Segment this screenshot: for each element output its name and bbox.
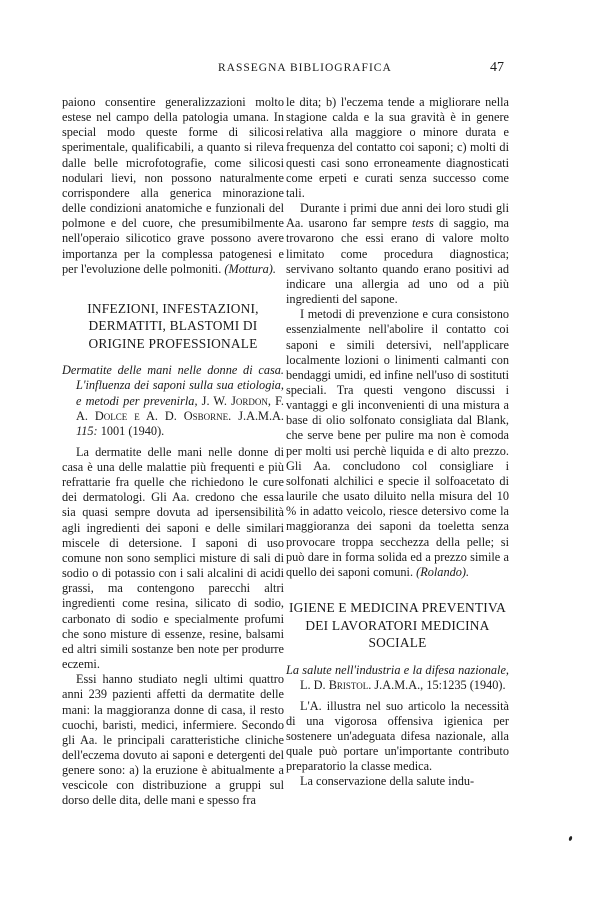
author-signature: (Rolando). [416,564,470,579]
running-head: RASSEGNA BIBLIOGRAFICA [218,62,392,74]
author-signature: (Mottura). [224,261,276,276]
left-paragraph-3: Essi hanno studiato negli ultimi quattro anni 239 pazienti affetti da dermatite delle mani: la maggioranza donne di casa, il resto cuochi, baristi, medici, infermiere. Secondo gli Aa. le principali caratteristiche cliniche dell'eczema dovuto ai saponi e detergenti del genere sono: a) la eruzione è abitualmente a vescicole con distribuzione a gruppi sul dorso delle dita, delle mani e spesso fra [62,672,284,808]
left-column [62,95,284,809]
page-number: 47 [490,60,504,75]
citation-salute: La salute nell'industria e la difesa nazionale, L. D. Bristol. J.A.M.A., 15:1235 (1940). [286,662,509,692]
section-heading-igiene: IGIENE E MEDICINA PREVENTIVA DEI LAVORATORI MEDICINA SOCIALE [289,600,506,650]
right-paragraph-2: Durante i primi due anni dei loro studi gli Aa. usarono far sempre tests di saggio, ma trovarono che essi erano di valore molto limitato come procedura diagnostica; servivano soltanto quando erano positivi ad indicare una allergia ad uno od a più ingredienti del sapone. [286,201,509,307]
right-paragraph-4: L'A. illustra nel suo articolo la necessità di una vigorosa offensiva igienica per sostenere un'adeguata difesa nazionale, alla quale può portare un'importante contributo preparatorio la classe medica. [286,698,509,774]
citation-dermatite: Dermatite delle mani nelle donne di casa. L'influenza dei saponi sulla sua etiologia, e metodi per prevenirla, J. W. Jordon, F. A. Dolce e A. D. Osborne. J.A.M.A. 115: 1001 (1940). [62,363,284,438]
right-paragraph-5: La conservazione della salute indu- [300,774,475,789]
right-paragraph-3: I metodi di prevenzione e cura consistono essenzialmente nell'abolire il contatto coi saponi e simili detersivi, nell'applicare localmente lozioni o linimenti calmanti con bendaggi umidi, ed infine nell'uso di sostituti speciali. Tra questi vengono discussi i vantaggi e gli inconvenienti di una mistura a base di olio solfonato consigliata dal Blank, che serve bene per pulire ma non è comoda per molti usi perchè liquida e di alto prezzo. Gli Aa. concludono col consigliare i solfonati alchilici e specie il solfoacetato di laurile che usato diluito nella misura del 10 % in adatto veicolo, riesce detersivo come la maggioranza dei saponi da toeletta senza provocare troppa secchezza della pelle; si può dare in forma solida ed a prezzo simile a quello dei saponi comuni. (Rolando). [286,307,509,579]
left-paragraph-1: paiono consentire generalizzazioni molto estese nel campo della patologia umana. In special modo queste forme di silicosi sperimentale, qualificabili, a quanto si rileva dalle belle microfotografie, come silicosi nodulari lievi, non possono naturalmente corrispondere alla generica minorazione delle condizioni anatomiche e funzionali del polmone e del cuore, che presumibilmente nell'operaio silicotico grave possono avere importanza per la complessa patogenesi e per l'evoluzione delle polmoniti. (Mottura). [62,95,284,276]
ink-speck [568,836,573,842]
page-header [0,62,606,82]
left-paragraph-2: La dermatite delle mani nelle donne di casa è una delle malattie più frequenti e più refrattarie fra quelle che richiedono le cure dei dermatologi. Gli Aa. credono che essa sia quasi sempre dovuta ad ipersensibilità agli ingredienti dei saponi e delle similari miscele di detersione. I saponi di uso comune non sono semplici misture di sali di sodio o di potassio con i sali alcalini di acidi grassi, ma contengono parecchi altri ingredienti come resina, silicato di sodio, carbonato di sodio e specialmente profumi che sono misture di essenze, resine, balsami ed altri simili sostanze ben note per produrre eczemi. [62,444,284,672]
section-heading-infezioni: INFEZIONI, INFESTAZIONI, DERMATITI, BLASTOMI DI ORIGINE PROFESSIONALE [87,300,259,351]
right-column [286,95,509,790]
right-paragraph-1: le dita; b) l'eczema tende a migliorare nella stagione calda e la sua gravità è in genere relativa alla maggiore o minore durata e frequenza del contatto coi saponi; c) molti di questi casi sono erroneamente diagnosticati come erpeti e curati senza successo come tali. [286,95,509,200]
